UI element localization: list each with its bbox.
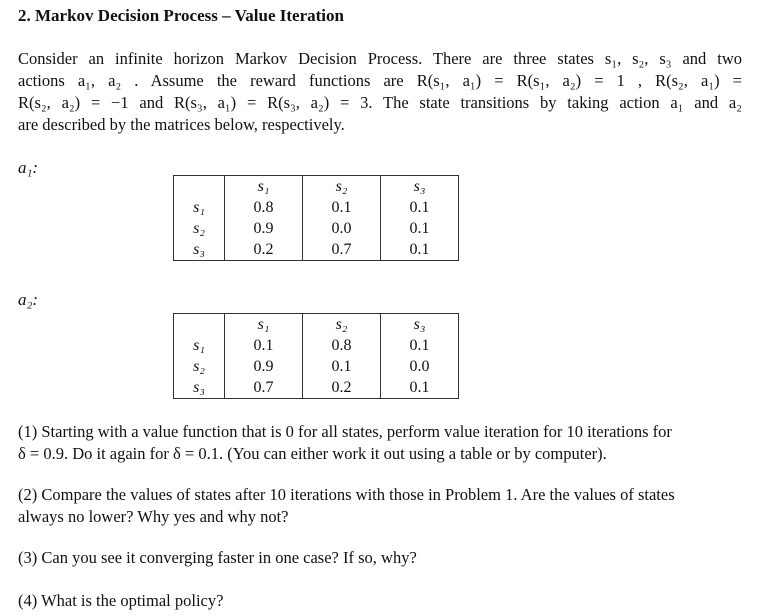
matrix-row-header: s₂ <box>174 356 225 377</box>
matrix-row-header: s₁ <box>174 197 225 218</box>
matrix-col-header: s₃ <box>413 316 426 333</box>
matrix-cell: 0.7 <box>225 377 303 399</box>
question-3 <box>18 547 742 569</box>
question-4-line: (4) What is the optimal policy? <box>18 591 224 610</box>
matrix-col-header: s₂ <box>303 176 381 198</box>
matrix-cell: 0.8 <box>303 335 381 356</box>
matrix-corner-cell <box>174 314 225 336</box>
matrix-cell: 0.0 <box>409 358 430 375</box>
matrix-row <box>174 218 459 239</box>
problem-heading: 2. Markov Decision Process – Value Iteration <box>18 6 344 25</box>
question-2-line: always no lower? Why yes and why not? <box>18 507 289 526</box>
matrix-cell: 0.7 <box>303 239 381 261</box>
matrix-col-header: s₃ <box>413 178 426 195</box>
matrix-cell: 0.1 <box>225 335 303 356</box>
question-2 <box>18 484 742 528</box>
matrix-cell: 0.9 <box>225 218 303 239</box>
matrix-row-header: s₃ <box>174 239 225 261</box>
matrix-cell: 0.2 <box>303 377 381 399</box>
action-a2-label: a₂: <box>18 290 39 309</box>
transition-matrix-a1 <box>173 175 459 261</box>
matrix-row <box>174 197 459 218</box>
matrix-corner-cell <box>174 176 225 198</box>
matrix-cell: 0.1 <box>303 197 381 218</box>
matrix-row <box>174 377 459 399</box>
matrix-col-header: s₂ <box>303 314 381 336</box>
action-a1-label: a₁: <box>18 158 39 177</box>
intro-line: R(s₂, a₂) = −1 and R(s₃, a₁) = R(s₃, a₂) = 3. The state transitions by taking action a₁ and a₂ <box>18 93 742 112</box>
matrix-cell: 0.1 <box>303 356 381 377</box>
question-1-line: (1) Starting with a value function that is 0 for all states, perform value iteration for 10 iterations for <box>18 422 672 441</box>
matrix-col-header: s₁ <box>225 176 303 198</box>
intro-line: actions a₁, a₂ . Assume the reward functions are R(s₁, a₁) = R(s₁, a₂) = 1 , R(s₂, a₁) = <box>18 71 742 90</box>
intro-line: are described by the matrices below, respectively. <box>18 115 345 134</box>
problem-intro <box>18 48 742 136</box>
question-2-line: (2) Compare the values of states after 10 iterations with those in Problem 1. Are the values of states <box>18 485 675 504</box>
matrix-cell: 0.1 <box>409 337 430 354</box>
matrix-row-header: s₂ <box>174 218 225 239</box>
question-1-line: δ = 0.9. Do it again for δ = 0.1. (You can either work it out using a table or by computer). <box>18 444 607 463</box>
matrix-cell: 0.1 <box>409 199 430 216</box>
intro-line: Consider an infinite horizon Markov Decision Process. There are three states s₁, s₂, s₃ and two <box>18 49 742 68</box>
matrix-cell: 0.2 <box>225 239 303 261</box>
matrix-col-header: s₁ <box>225 314 303 336</box>
matrix-cell: 0.8 <box>225 197 303 218</box>
matrix-row <box>174 356 459 377</box>
question-1 <box>18 421 742 465</box>
matrix-cell: 0.1 <box>409 241 430 258</box>
matrix-row <box>174 239 459 261</box>
matrix-cell: 0.1 <box>409 379 430 396</box>
matrix-cell: 0.0 <box>303 218 381 239</box>
matrix-header-row <box>174 314 459 336</box>
transition-matrix-a2 <box>173 313 459 399</box>
question-4 <box>18 590 742 612</box>
matrix-row <box>174 335 459 356</box>
question-3-line: (3) Can you see it converging faster in one case? If so, why? <box>18 548 417 567</box>
matrix-row-header: s₁ <box>174 335 225 356</box>
matrix-cell: 0.1 <box>409 220 430 237</box>
matrix-row-header: s₃ <box>174 377 225 399</box>
matrix-cell: 0.9 <box>225 356 303 377</box>
matrix-header-row <box>174 176 459 198</box>
